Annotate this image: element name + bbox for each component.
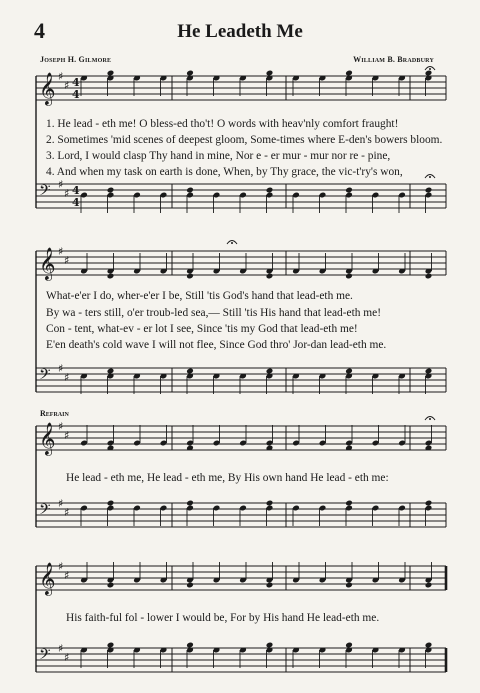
treble-clef-icon: 𝄞 (39, 422, 56, 455)
verse-3-line: 3. Lord, I would clasp Thy hand in mine, Nor e - er mur - mur nor re - pine, (46, 150, 391, 162)
note-head (266, 642, 274, 649)
sharp-icon: ♯ (58, 362, 64, 375)
refrain-line: He lead - eth me, He lead - eth me, By His own hand He lead - eth me: (66, 472, 389, 484)
note-head (425, 70, 433, 77)
fermata-dot (429, 418, 431, 420)
sharp-icon: ♯ (64, 506, 70, 519)
verse-1-line: 1. He lead - eth me! O bless-ed tho't! O words with heav'nly comfort fraught! (46, 118, 399, 130)
note-head (107, 187, 115, 194)
bass-clef-icon: 𝄢 (39, 366, 51, 387)
note-head (107, 642, 115, 649)
lyricist-credit: Joseph H. Gilmore (40, 55, 112, 64)
note-head (425, 500, 433, 507)
verse-4-line: 4. And when my task on earth is done, When, by Thy grace, the vic-t'ry's won, (46, 166, 403, 178)
fermata-dot (429, 176, 431, 178)
time-signature: 4 (72, 88, 80, 101)
note-head (425, 368, 433, 375)
bass-clef-icon: 𝄢 (39, 182, 51, 203)
note-head (345, 273, 353, 280)
sharp-icon: ♯ (64, 254, 70, 267)
time-signature: 4 (72, 184, 80, 197)
note-head (186, 582, 194, 589)
sharp-icon: ♯ (64, 429, 70, 442)
note-head (186, 500, 194, 507)
note-head (345, 368, 353, 375)
sharp-icon: ♯ (58, 178, 64, 191)
treble-clef-icon: 𝄞 (39, 72, 56, 105)
hymn-number: 4 (34, 18, 45, 43)
verse-4-line: E'en death's cold wave I will not flee, Since God thro' Jor-dan lead-eth me. (46, 339, 387, 351)
note-head (266, 70, 274, 77)
note-head (186, 70, 194, 77)
note-head (345, 642, 353, 649)
note-head (107, 500, 115, 507)
composer-credit: William B. Bradbury (353, 55, 434, 64)
sharp-icon: ♯ (58, 642, 64, 655)
sharp-icon: ♯ (64, 371, 70, 384)
note-head (345, 500, 353, 507)
refrain-line: His faith-ful fol - lower I would be, For by His hand He lead-eth me. (66, 612, 380, 624)
note-head (107, 368, 115, 375)
note-head (345, 187, 353, 194)
sharp-icon: ♯ (58, 560, 64, 573)
note-head (345, 70, 353, 77)
note-head (425, 273, 433, 280)
sharp-icon: ♯ (64, 187, 70, 200)
sharp-icon: ♯ (64, 569, 70, 582)
note-head (266, 582, 274, 589)
note-head (425, 187, 433, 194)
verse-3-line: Con - tent, what-ev - er lot I see, Since 'tis my God that lead-eth me! (46, 323, 358, 335)
sharp-icon: ♯ (58, 420, 64, 433)
note-head (107, 70, 115, 77)
treble-clef-icon: 𝄞 (39, 562, 56, 595)
bass-clef-icon: 𝄢 (39, 646, 51, 667)
treble-clef-icon: 𝄞 (39, 247, 56, 280)
note-head (107, 273, 115, 280)
note-head (266, 187, 274, 194)
verse-1-line: What-e'er I do, wher-e'er I be, Still 'tis God's hand that lead-eth me. (46, 290, 353, 302)
hymn-title: He Leadeth Me (177, 21, 303, 42)
note-head (186, 273, 194, 280)
note-head (186, 642, 194, 649)
refrain-label: Refrain (40, 409, 69, 418)
fermata-dot (429, 68, 431, 70)
sharp-icon: ♯ (58, 245, 64, 258)
note-head (425, 582, 433, 589)
sharp-icon: ♯ (58, 70, 64, 83)
sharp-icon: ♯ (64, 651, 70, 664)
note-head (425, 642, 433, 649)
verse-2-line: By wa - ters still, o'er troub-led sea,— Still 'tis His hand that lead-eth me! (46, 307, 381, 319)
time-signature: 4 (72, 76, 80, 89)
note-head (266, 500, 274, 507)
note-head (266, 368, 274, 375)
note-head (186, 187, 194, 194)
sharp-icon: ♯ (58, 497, 64, 510)
sharp-icon: ♯ (64, 79, 70, 92)
note-head (266, 273, 274, 280)
verse-2-line: 2. Sometimes 'mid scenes of deepest gloom, Some-times where E-den's bowers bloom. (46, 134, 443, 146)
note-head (345, 582, 353, 589)
note-head (186, 368, 194, 375)
time-signature: 4 (72, 196, 80, 209)
fermata-dot (231, 242, 233, 244)
note-head (107, 582, 115, 589)
bass-clef-icon: 𝄢 (39, 501, 51, 522)
